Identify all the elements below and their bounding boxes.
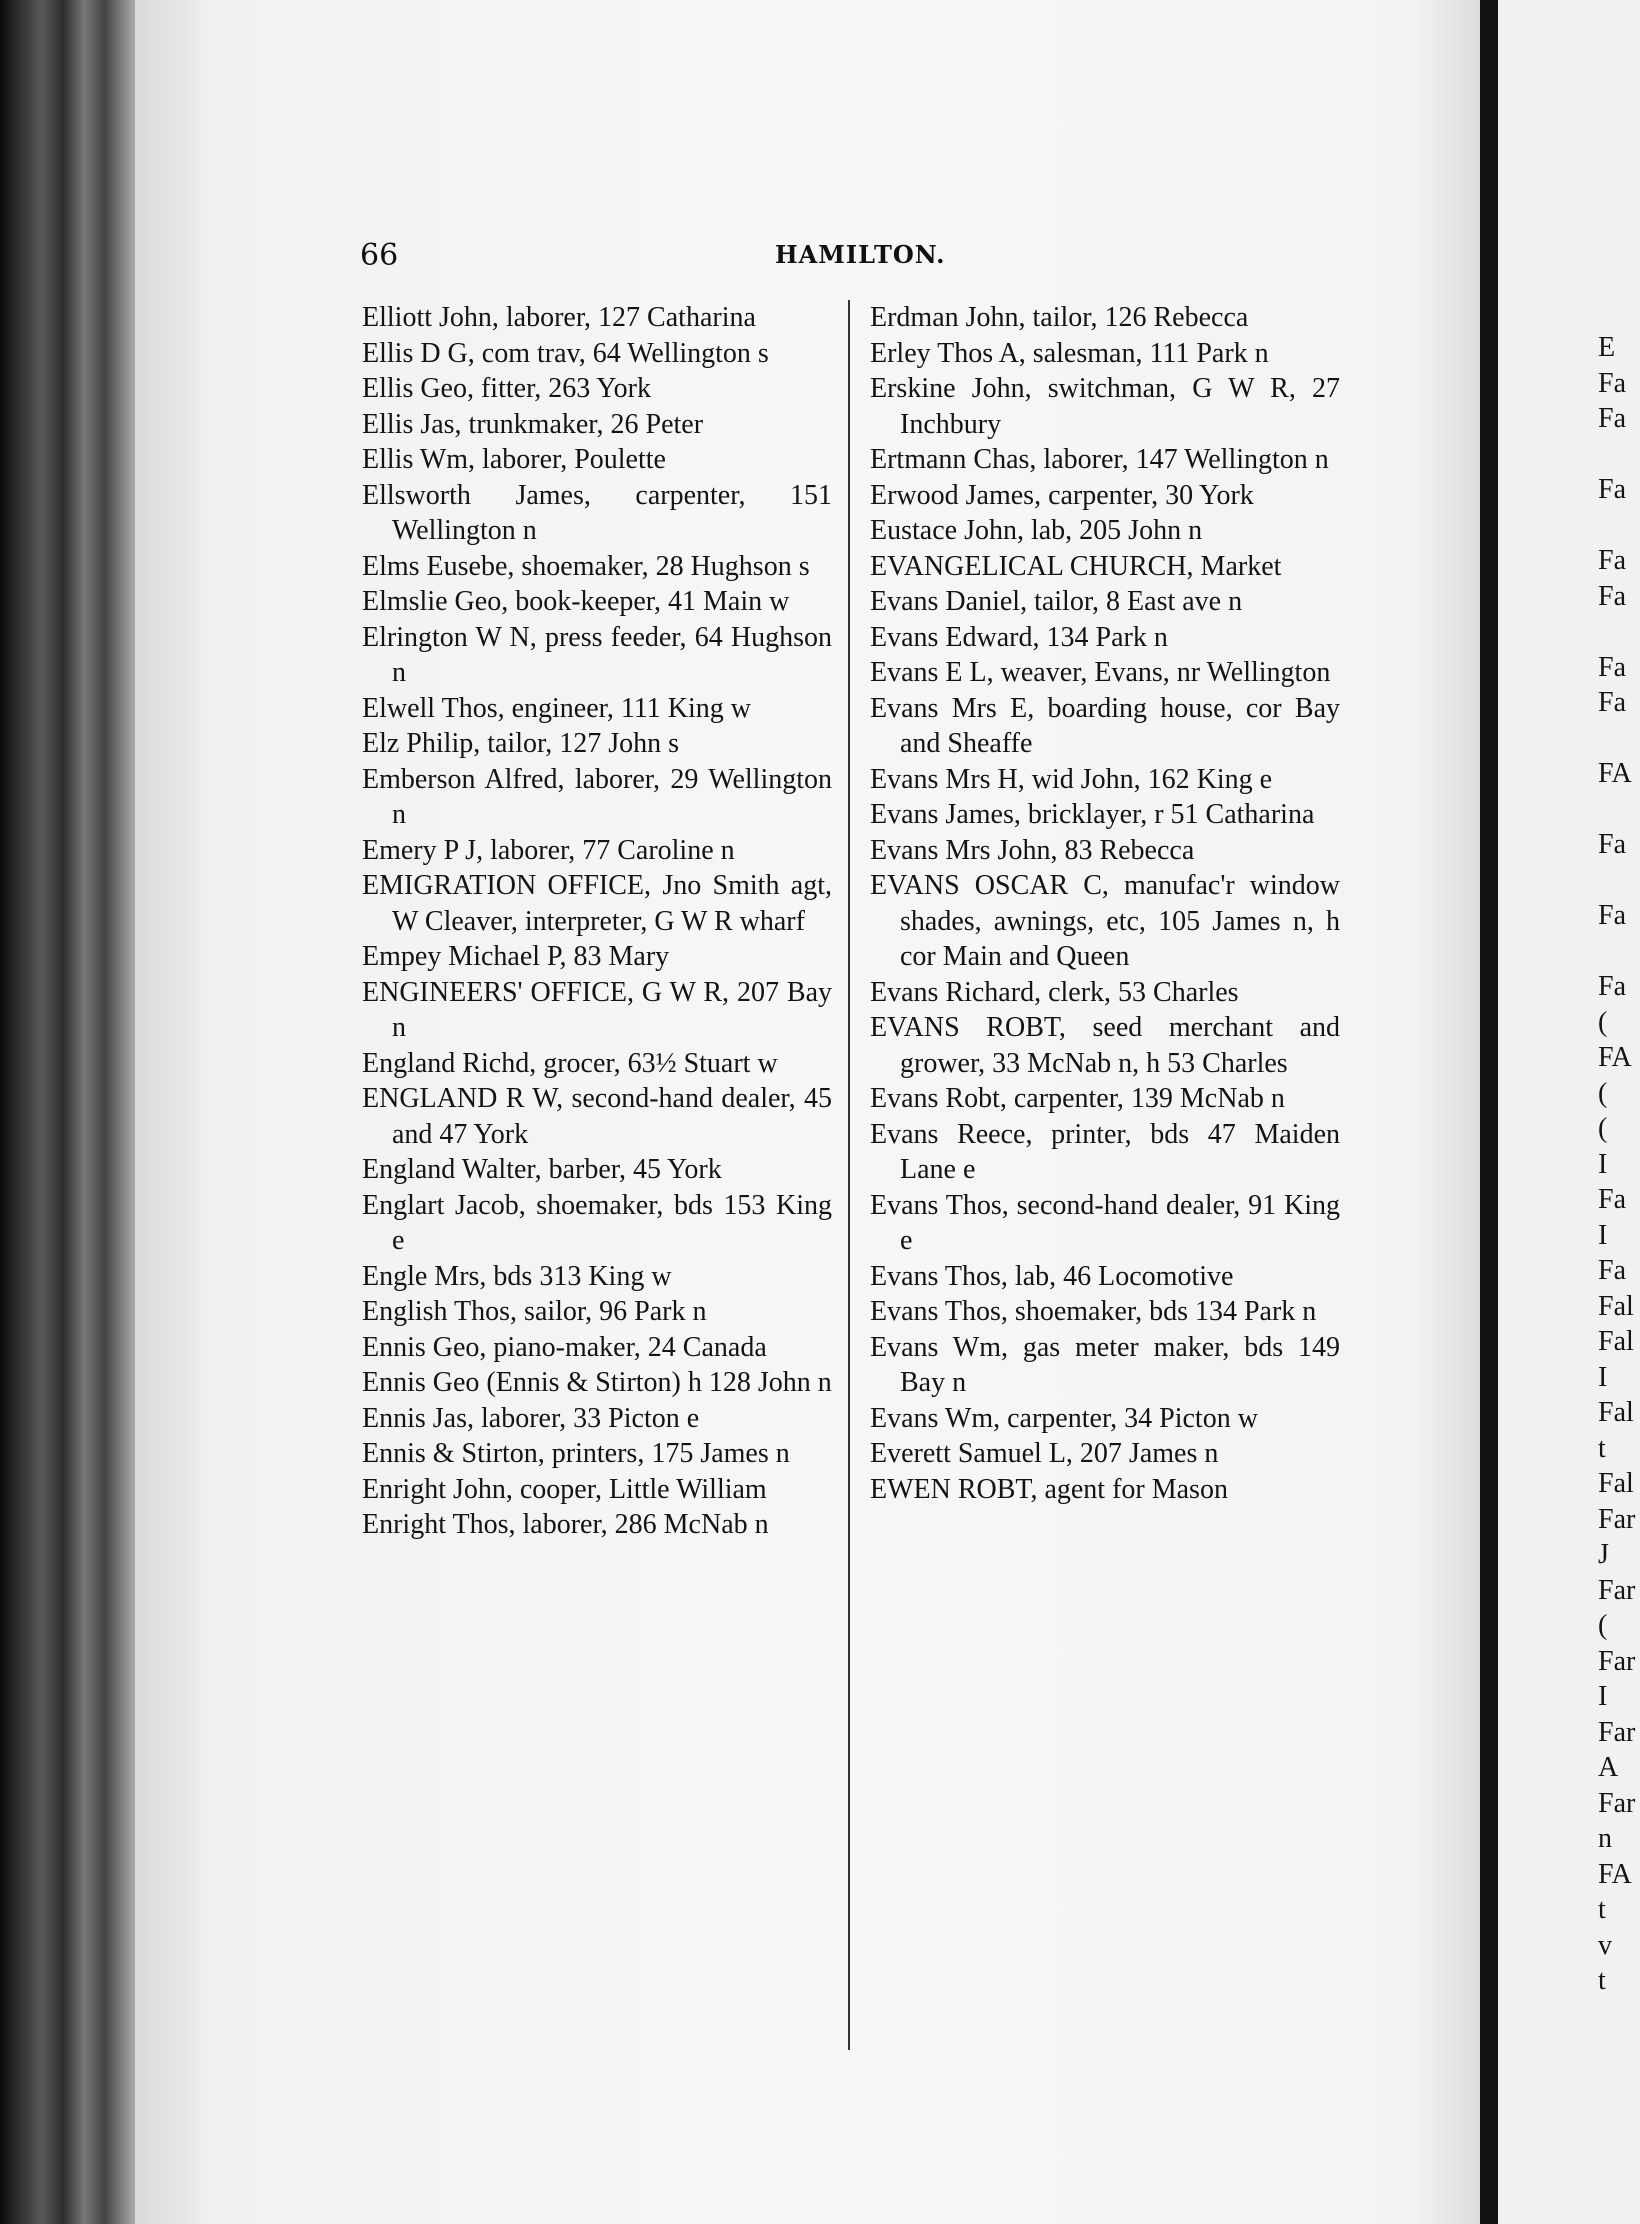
facing-page-fragment: t — [1598, 1894, 1606, 1925]
directory-entry: Engle Mrs, bds 313 King w — [362, 1260, 672, 1292]
facing-page-fragment: J — [1598, 1539, 1609, 1570]
facing-page-fragment: ( — [1598, 1077, 1608, 1109]
facing-page-fragment: Fa — [1598, 651, 1626, 683]
column-divider — [848, 300, 850, 2050]
facing-page-fragment: Fa — [1598, 971, 1626, 1002]
facing-page-fragment: Fa — [1598, 1255, 1626, 1286]
page-gutter — [1480, 0, 1498, 2224]
facing-page-fragment: Fa — [1598, 367, 1626, 399]
facing-page-fragment: Fa — [1598, 403, 1626, 434]
directory-entry: Erdman John, tailor, 126 Rebecca — [870, 302, 1249, 333]
directory-entry: Ertmann Chas, laborer, 147 Wellington n — [870, 444, 1329, 475]
running-head: HAMILTON. — [775, 240, 946, 269]
directory-entry: Ennis Jas, laborer, 33 Picton e — [362, 1402, 700, 1434]
directory-entry: Evans Thos, shoemaker, bds 134 Park n — [870, 1296, 1317, 1327]
directory-entry: Erwood James, carpenter, 30 York — [870, 479, 1254, 511]
book-spine-shadow — [0, 0, 140, 2224]
directory-entry: Evans Wm, gas meter maker, bds 149 Bay n — [870, 1331, 1340, 1398]
directory-entry: Evans Daniel, tailor, 8 East ave n — [870, 586, 1243, 617]
directory-entry: England Walter, barber, 45 York — [362, 1154, 722, 1185]
directory-entry: Empey Michael P, 83 Mary — [362, 941, 670, 972]
facing-page-fragment: Fal — [1598, 1397, 1634, 1428]
directory-entry: ENGLAND R W, second-hand dealer, 45 and 47 York — [362, 1083, 832, 1150]
directory-entry: English Thos, sailor, 96 Park n — [362, 1296, 707, 1327]
facing-page-fragment — [1598, 437, 1635, 473]
right-directory-column — [870, 300, 1340, 1507]
directory-entry: Ennis & Stirton, printers, 175 James n — [362, 1438, 790, 1469]
directory-entry: Eustace John, lab, 205 John n — [870, 515, 1203, 546]
facing-page-fragment: I — [1598, 1361, 1608, 1393]
facing-page-fragment: Fa — [1598, 829, 1626, 860]
facing-page-fragment: Fal — [1598, 1326, 1634, 1357]
directory-entry: Evans James, bricklayer, r 51 Catharina — [870, 799, 1315, 830]
facing-page-fragment — [1598, 934, 1635, 970]
directory-entry: Evans Richard, clerk, 53 Charles — [870, 976, 1239, 1008]
facing-page-fragment — [1598, 508, 1635, 544]
facing-page-fragment: ( — [1598, 1113, 1608, 1144]
facing-page-fragment: ( — [1598, 1006, 1608, 1038]
facing-page-fragment — [1598, 614, 1635, 650]
directory-entry: Elliott John, laborer, 127 Catharina — [362, 302, 756, 333]
facing-page-fragment: t — [1598, 1965, 1606, 1996]
facing-page-fragment: Far — [1598, 1787, 1636, 1819]
facing-page-fragment: A — [1598, 1752, 1619, 1783]
facing-page-fragment: Fa — [1598, 1184, 1626, 1215]
facing-page-fragment: I — [1598, 1219, 1608, 1251]
directory-entry: Enright Thos, laborer, 286 McNab n — [362, 1509, 769, 1540]
directory-entry: Elmslie Geo, book-keeper, 41 Main w — [362, 586, 790, 617]
facing-page-fragment: Fa — [1598, 474, 1626, 505]
directory-entry: Evans Mrs John, 83 Rebecca — [870, 834, 1195, 866]
facing-page-fragment: Fa — [1598, 900, 1626, 931]
directory-entry: EMIGRATION OFFICE, Jno Smith agt, W Cleaver, interpreter, G W R wharf — [362, 870, 832, 937]
directory-entry: Emery P J, laborer, 77 Caroline n — [362, 834, 735, 866]
directory-entry: Ellis Geo, fitter, 263 York — [362, 373, 651, 404]
directory-entry: Ennis Geo (Ennis & Stirton) h 128 John n — [362, 1367, 832, 1398]
facing-page-fragment: Fa — [1598, 687, 1626, 718]
directory-entry: Evans E L, weaver, Evans, nr Wellington — [870, 657, 1331, 688]
directory-entry: Evans Reece, printer, bds 47 Maiden Lane e — [870, 1118, 1340, 1185]
directory-entry: EVANS ROBT, seed merchant and grower, 33 McNab n, h 53 Charles — [870, 1012, 1340, 1079]
directory-entry: Ellis Wm, laborer, Poulette — [362, 444, 666, 475]
directory-entry: Emberson Alfred, laborer, 29 Wellington n — [362, 763, 832, 830]
directory-entry: EWEN ROBT, agent for Mason — [870, 1473, 1228, 1505]
directory-entry: Everett Samuel L, 207 James n — [870, 1438, 1219, 1469]
directory-entry: Elwell Thos, engineer, 111 King w — [362, 692, 751, 724]
facing-page-fragment: ( — [1598, 1610, 1608, 1641]
facing-page-fragment: Fal — [1598, 1468, 1634, 1499]
facing-page-fragments — [1598, 330, 1635, 1999]
facing-page-fragment — [1598, 721, 1635, 757]
facing-page-fragment: Fa — [1598, 545, 1626, 576]
directory-entry: Evans Robt, carpenter, 139 McNab n — [870, 1083, 1285, 1114]
directory-entry: Ellsworth James, carpenter, 151 Wellington n — [362, 479, 832, 546]
directory-entry: Elz Philip, tailor, 127 John s — [362, 728, 679, 759]
facing-page-fragment: FA — [1598, 1042, 1632, 1073]
facing-page-fragment: Far — [1598, 1574, 1636, 1606]
facing-page-fragment: Fal — [1598, 1290, 1634, 1322]
facing-page-fragment: Far — [1598, 1716, 1636, 1748]
facing-page-fragment: Fa — [1598, 580, 1626, 612]
facing-page-fragment: t — [1598, 1432, 1606, 1464]
page-number: 66 — [360, 238, 399, 273]
directory-entry: Erskine John, switchman, G W R, 27 Inchbury — [870, 373, 1340, 440]
facing-page-fragment: FA — [1598, 758, 1632, 789]
directory-entry: Ennis Geo, piano-maker, 24 Canada — [362, 1331, 767, 1363]
directory-entry: EVANGELICAL CHURCH, Market — [870, 550, 1282, 582]
directory-entry: Evans Wm, carpenter, 34 Picton w — [870, 1402, 1258, 1434]
directory-entry: England Richd, grocer, 63½ Stuart w — [362, 1047, 778, 1079]
directory-entry: ENGINEERS' OFFICE, G W R, 207 Bay n — [362, 976, 832, 1043]
directory-entry: Evans Edward, 134 Park n — [870, 621, 1168, 653]
facing-page-fragment: I — [1598, 1148, 1608, 1180]
facing-page-fragment — [1598, 863, 1635, 899]
directory-entry: Elrington W N, press feeder, 64 Hughson n — [362, 621, 832, 688]
directory-entry: Evans Mrs E, boarding house, cor Bay and Sheaffe — [870, 692, 1340, 759]
directory-entry: Enright John, cooper, Little William — [362, 1473, 767, 1505]
facing-page-fragment: E — [1598, 332, 1616, 363]
directory-entry: Evans Mrs H, wid John, 162 King e — [870, 763, 1273, 795]
directory-entry: Elms Eusebe, shoemaker, 28 Hughson s — [362, 550, 810, 582]
facing-page-fragment: v — [1598, 1929, 1612, 1961]
directory-entry: Evans Thos, lab, 46 Locomotive — [870, 1260, 1234, 1292]
facing-page-fragment: n — [1598, 1823, 1612, 1854]
directory-entry: Ellis Jas, trunkmaker, 26 Peter — [362, 408, 704, 440]
facing-page-fragment: FA — [1598, 1858, 1632, 1890]
directory-entry: Englart Jacob, shoemaker, bds 153 King e — [362, 1189, 832, 1256]
directory-entry: EVANS OSCAR C, manufac'r window shades, awnings, etc, 105 James n, h cor Main and Queen — [870, 870, 1340, 972]
directory-entry: Ellis D G, com trav, 64 Wellington s — [362, 337, 769, 369]
directory-entry: Erley Thos A, salesman, 111 Park n — [870, 337, 1269, 369]
facing-page-fragment: I — [1598, 1681, 1608, 1712]
facing-page-fragment — [1598, 792, 1635, 828]
directory-entry: Evans Thos, second-hand dealer, 91 King e — [870, 1189, 1340, 1256]
facing-page-fragment: Far — [1598, 1645, 1636, 1677]
facing-page-fragment: Far — [1598, 1503, 1636, 1535]
left-directory-column — [362, 300, 832, 1543]
